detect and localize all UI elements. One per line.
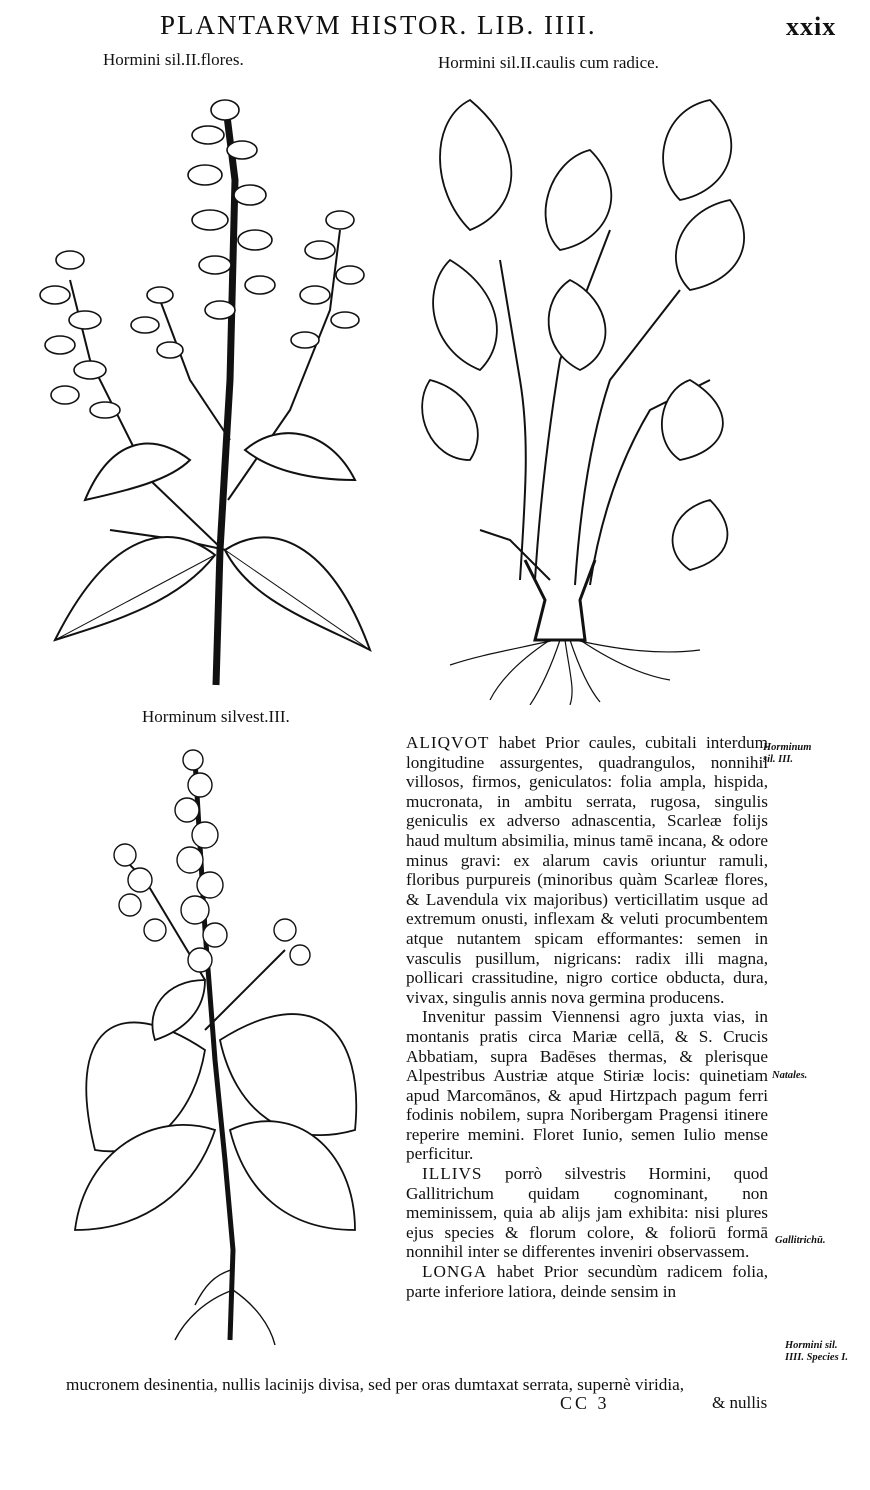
paragraph-3: [406, 1164, 768, 1262]
margin-note-line: Natales.: [772, 1070, 808, 1081]
signature-mark: CC 3: [560, 1393, 610, 1413]
plant-stem-root-illustration: [410, 80, 760, 705]
wild-clary-plant-illustration: [55, 730, 375, 1350]
running-head: PLANTARVM HISTOR. LIB. IIII.: [160, 10, 597, 40]
paragraph-4: [406, 1262, 768, 1301]
figure-caption-3: Horminum silvest.III.: [142, 707, 290, 726]
paragraph-1: [406, 733, 768, 1007]
lead-word: ALIQVOT: [406, 733, 490, 752]
lead-word: LONGA: [422, 1262, 488, 1282]
margin-note-4: [785, 1340, 848, 1364]
catchword: & nullis: [712, 1393, 768, 1412]
body-text: [406, 733, 768, 1301]
margin-note-line: Horminum: [763, 742, 812, 753]
figure-caption-1: Hormini sil.II.flores.: [103, 50, 244, 69]
paragraph-2: [406, 1007, 768, 1164]
paragraph-text: habet Prior secundùm radicem folia, parte inferiore latiora, deinde sensim in: [406, 1262, 768, 1301]
margin-note-1: [763, 742, 811, 766]
margin-note-line: sil. III.: [763, 754, 794, 765]
margin-note-line: Gallitrichū.: [775, 1235, 826, 1246]
paragraph-text: habet Prior caules, cubitali interdum longitudine assurgentes, quadrangulos, nonnihil villosos, firmos, geniculatos: folia ampla, hispida, mucronata, in ambitu serrata, rugosa, singulis geniculis ex adverso adnascentia, Scarleæ folijs haud multum absimilia, minus tamē incana, & odore minus gravi: ex alarum cavis oriuntur ramuli, floribus purpureis (minoribus quàm Scarleæ flores, & Lavendula vix majoribus) verticillatim usque ad extremum onusti, inflexam & veluti procumbentem atque nutantem spicam efformantes: semen in vasculis pusillum, nigricans: radix illi magna, pollicari crassitudine, nigro cortice obducta, dura, vivax, singulis annis nova germina producens.: [406, 733, 769, 1007]
lead-word: ILLIVS: [422, 1164, 483, 1184]
figure-caption-2: Hormini sil.II.caulis cum radice.: [438, 53, 659, 72]
folio-number: xxix: [786, 12, 837, 41]
flowering-plant-illustration: [30, 80, 390, 690]
paragraph-text: Invenitur passim Viennensi agro juxta vias, in montanis pratis circa Mariæ cellā, & S. Crucis Abbatiam, supra Badēses thermas, & plerisque Alpestribus Austriæ atque Stiriæ locis: quinetiam apud Marcomānos, & apud Hirtzpach pagum ferri fodinis nobilem, supra Noribergam Pragensi itinere reperire memini. Floret Iunio, semen Iulio mense perficitur.: [406, 1007, 768, 1164]
margin-note-line: IIII. Species I.: [785, 1352, 849, 1363]
margin-note-2: [772, 1070, 807, 1082]
margin-note-line: Hormini sil.: [785, 1340, 838, 1351]
margin-note-3: [775, 1235, 825, 1247]
paragraph-text: porrò silvestris Hormini, quod Gallitrichum quidam cognominant, non meminissem, quia ab alijs jam exhibita: nisi plures ejus species & florum colore, & foliorū formā nonnihil inter se differentes inveniri observassem.: [406, 1164, 768, 1262]
full-width-last-line: mucronem desinentia, nullis lacinijs divisa, sed per oras dumtaxat serrata, supernè viridia,: [66, 1375, 685, 1394]
